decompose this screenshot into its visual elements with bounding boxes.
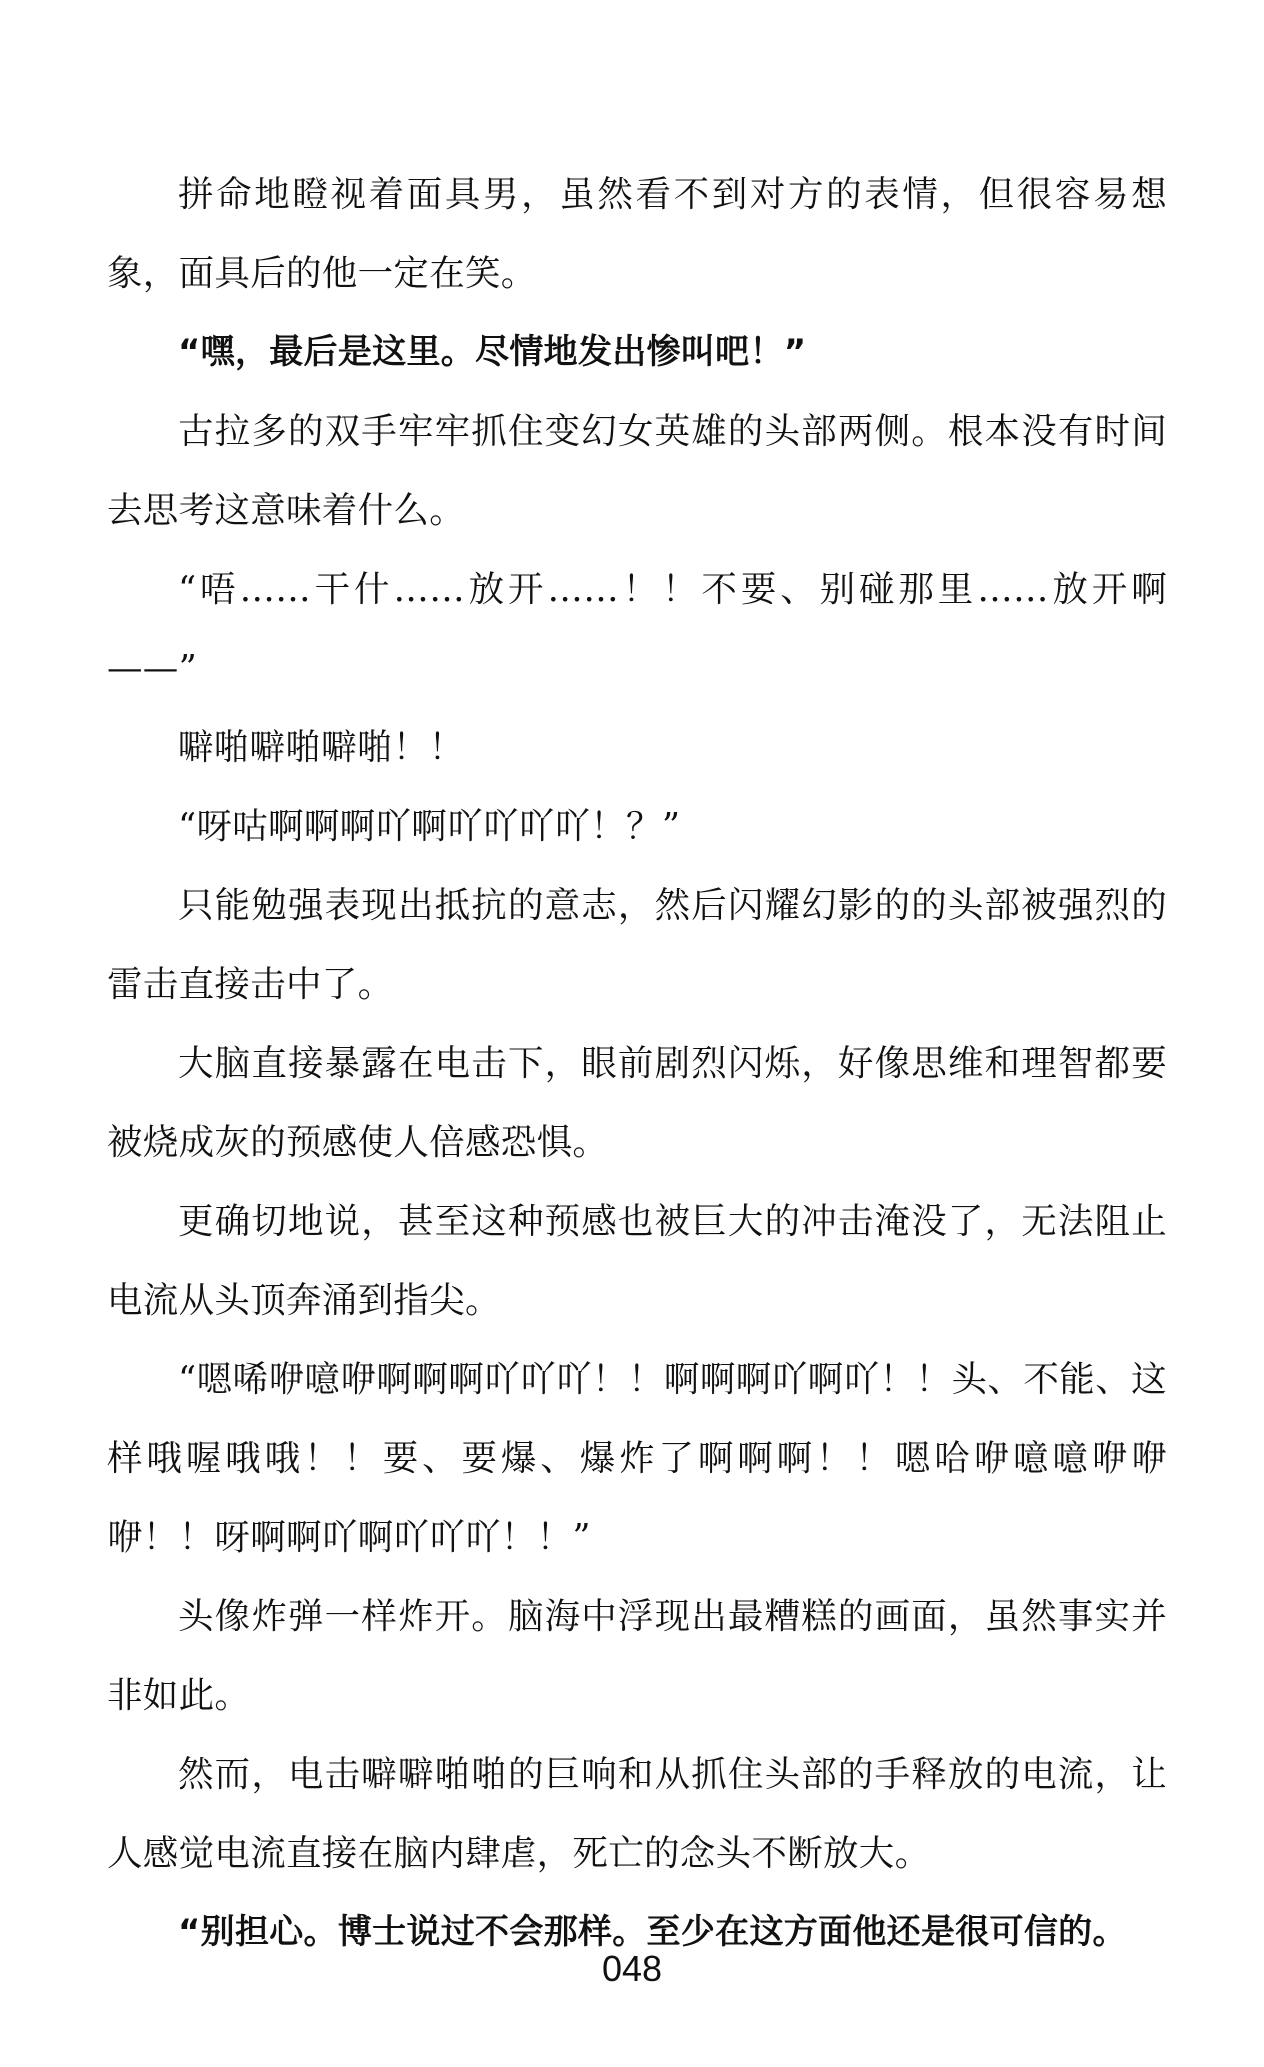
dialogue-paragraph: “呀咕啊啊啊吖啊吖吖吖吖！？”: [178, 806, 681, 847]
paragraph: 拼命地瞪视着面具男，虽然看不到对方的表情，但很容易想象，面具后的他一定在笑。: [107, 174, 1167, 294]
book-page-text: [107, 155, 1167, 1972]
sound-effect-paragraph: 噼啪噼啪噼啪！！: [178, 727, 465, 768]
paragraph: 只能勉强表现出抵抗的意志，然后闪耀幻影的的头部被强烈的雷击直接击中了。: [107, 885, 1167, 1005]
bold-dialogue-paragraph: “嘿，最后是这里。尽情地发出惨叫吧！”: [178, 332, 807, 372]
paragraph: 大脑直接暴露在电击下，眼前剧烈闪烁，好像思维和理智都要被烧成灰的预感使人倍感恐惧。: [107, 1043, 1167, 1163]
page-number: 048: [601, 1948, 663, 1989]
paragraph: 更确切地说，甚至这种预感也被巨大的冲击淹没了，无法阻止电流从头顶奔涌到指尖。: [107, 1201, 1167, 1321]
bold-dialogue-paragraph: “别担心。博士说过不会那样。至少在这方面他还是很可信的。: [178, 1912, 1127, 1952]
paragraph: 古拉多的双手牢牢抓住变幻女英雄的头部两侧。根本没有时间去思考这意味着什么。: [107, 411, 1167, 531]
dialogue-paragraph: “唔……干什……放开……！！不要、别碰那里……放开啊——”: [107, 569, 1167, 689]
paragraph: 头像炸弹一样炸开。脑海中浮现出最糟糕的画面，虽然事实并非如此。: [107, 1596, 1167, 1716]
paragraph: 然而，电击噼噼啪啪的巨响和从抓住头部的手释放的电流，让人感觉电流直接在脑内肆虐，死亡的念头不断放大。: [107, 1754, 1167, 1874]
dialogue-paragraph: “嗯唏咿噫咿啊啊啊吖吖吖！！啊啊啊吖啊吖！！头、不能、这样哦喔哦哦！！要、要爆、爆炸了啊啊啊！！嗯哈咿噫噫咿咿咿！！呀啊啊吖啊吖吖吖！！”: [107, 1359, 1167, 1558]
